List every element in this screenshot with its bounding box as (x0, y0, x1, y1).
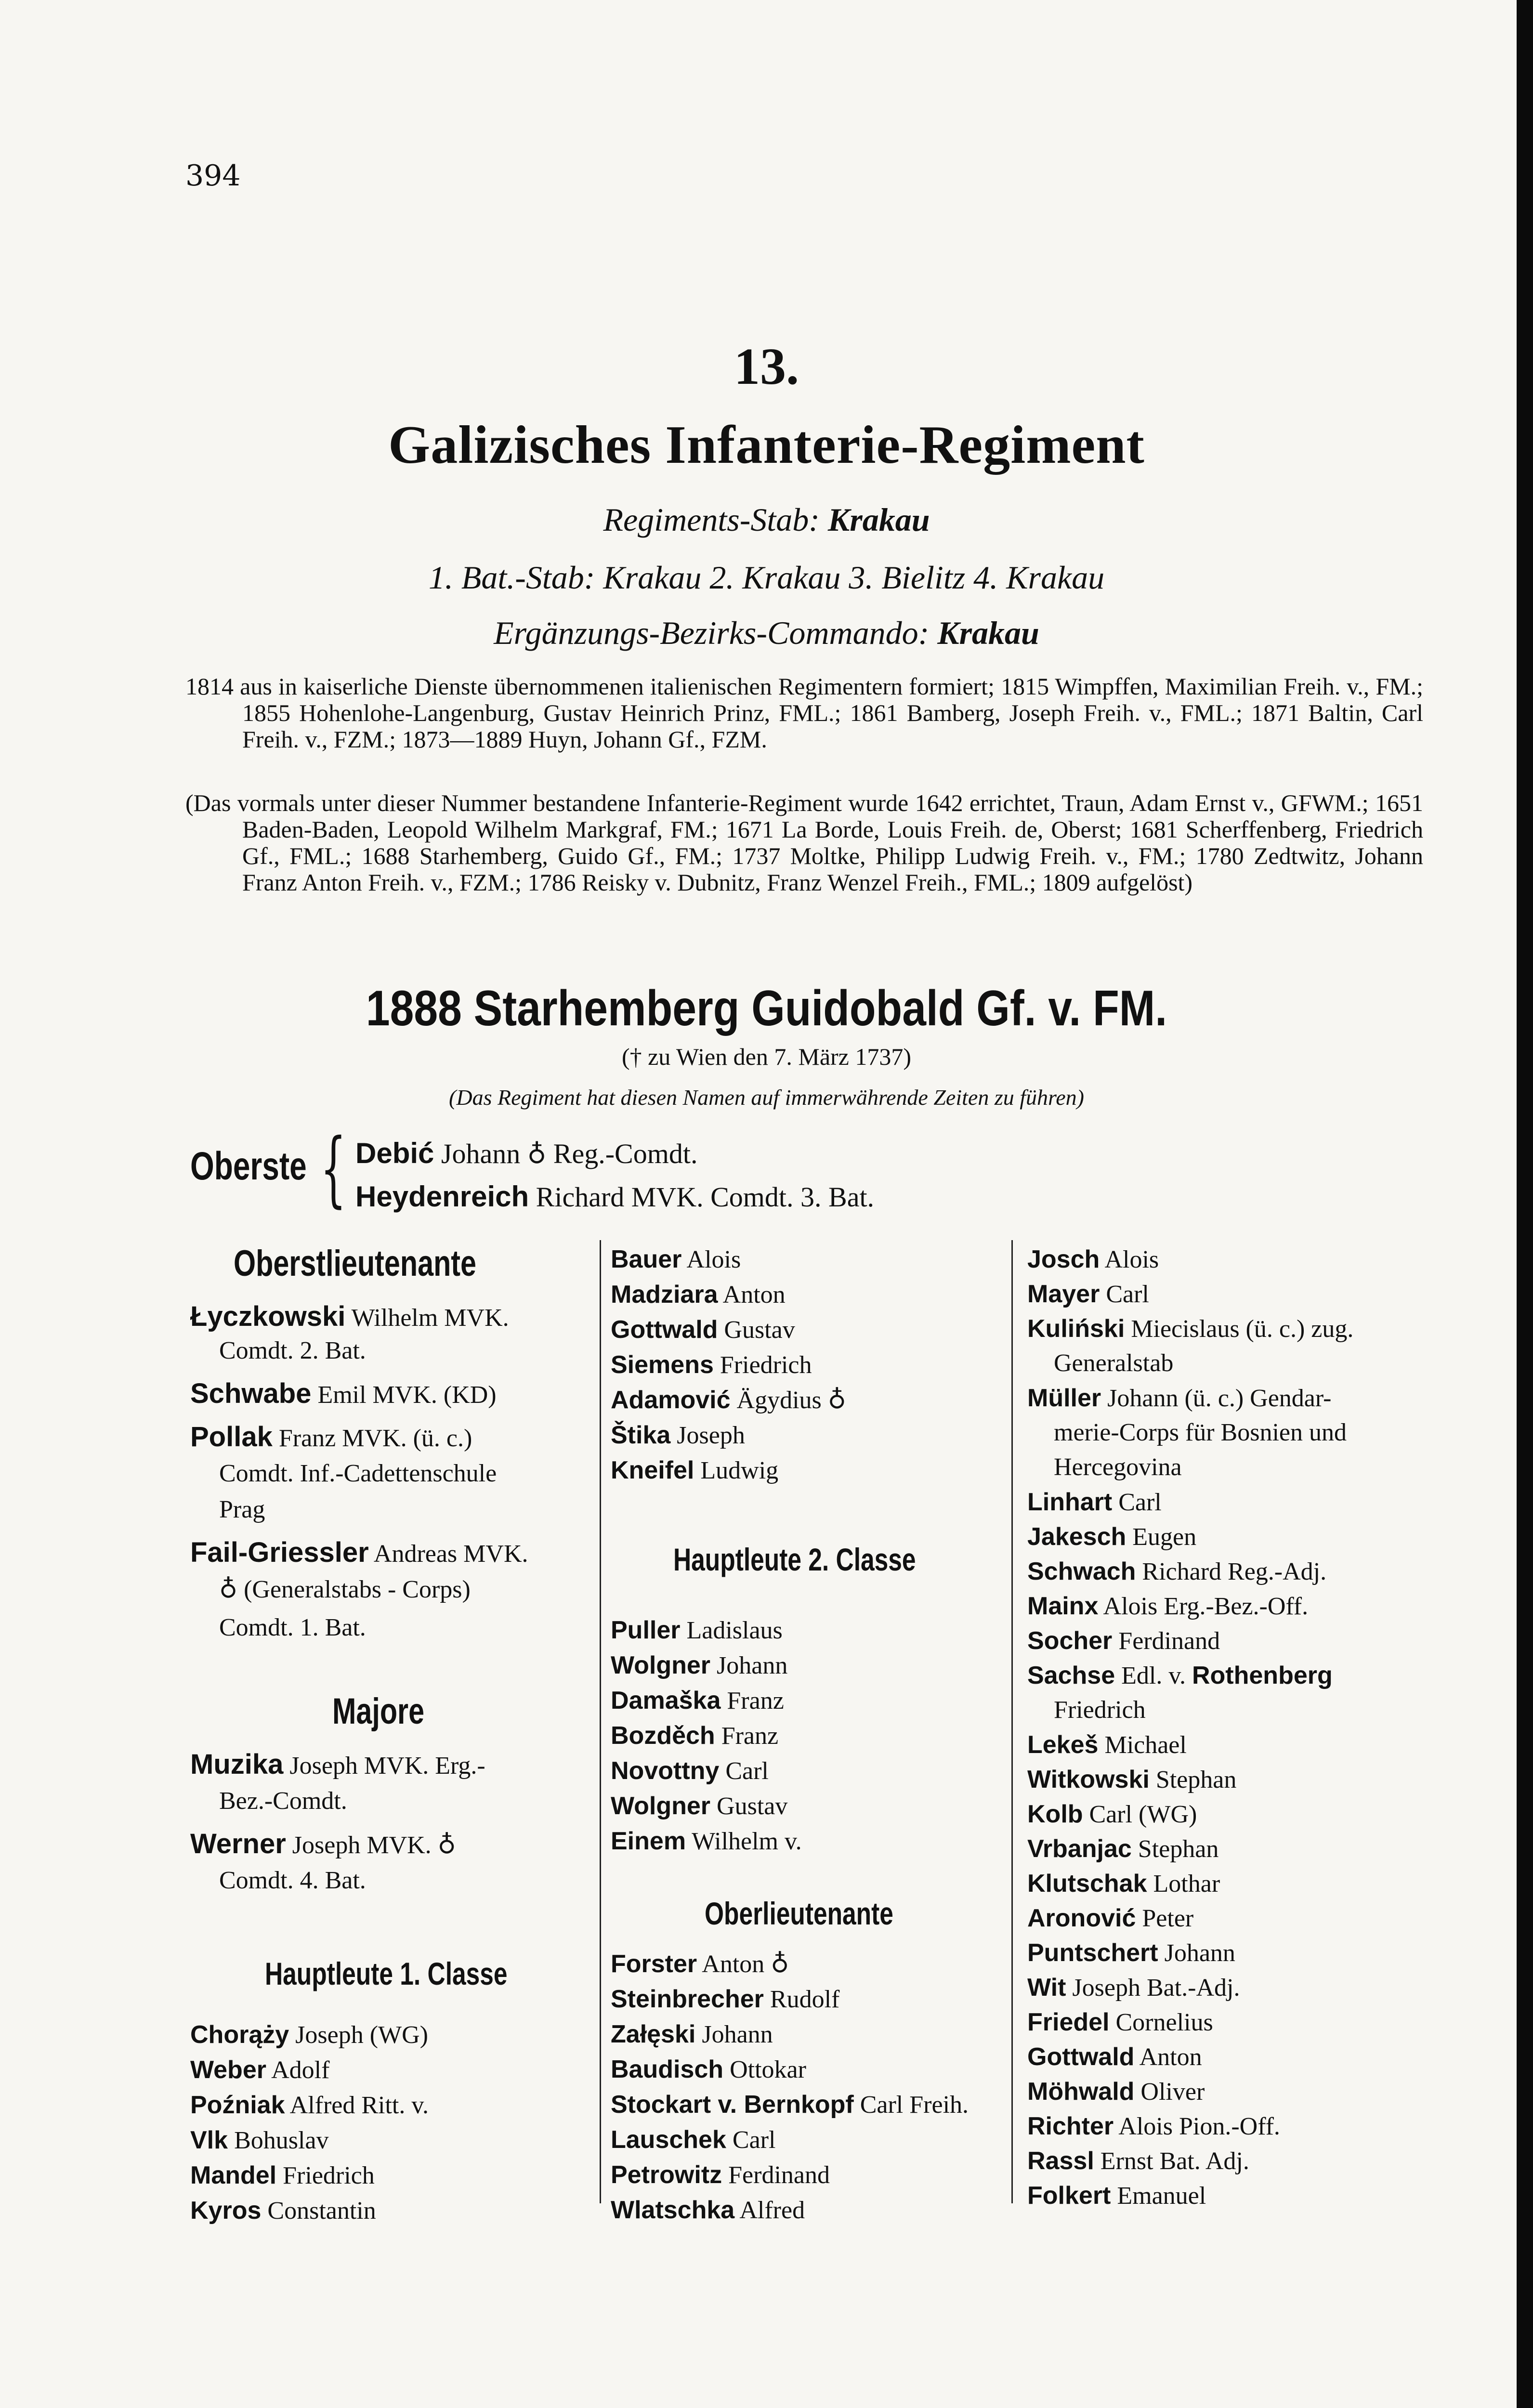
list-item-continuation: merie-Corps für Bosnien und (1054, 1419, 1347, 1446)
list-item: Socher Ferdinand (1027, 1627, 1220, 1655)
list-item: Madziara Anton (611, 1281, 786, 1309)
list-item: Puller Ladislaus (611, 1616, 783, 1644)
list-item: Damaška Franz (611, 1687, 784, 1714)
section-heading: Oberstlieutenante (234, 1243, 477, 1284)
regiment-number: 13. (734, 338, 799, 395)
list-item-continuation: Comdt. 4. Bat. (219, 1867, 366, 1894)
section-heading: Hauptleute 1. Classe (265, 1956, 508, 1991)
list-item: Müller Johann (ü. c.) Gendar- (1027, 1384, 1332, 1412)
list-item: Sachse Edl. v. Rothenberg (1027, 1662, 1333, 1689)
list-item: Lekeš Michael (1027, 1731, 1187, 1759)
list-item: Mainx Alois Erg.-Bez.-Off. (1027, 1592, 1309, 1620)
list-item: Štika Joseph (611, 1421, 745, 1449)
regiment-title: Galizisches Infanterie-Regiment (388, 415, 1145, 475)
oberst-details: Richard MVK. Comdt. 3. Bat. (536, 1181, 875, 1213)
list-item: Lauschek Carl (611, 2126, 776, 2154)
oberste-label: Oberste (190, 1144, 307, 1188)
list-item: Wolgner Johann (611, 1651, 788, 1679)
list-item: Wit Joseph Bat.-Adj. (1027, 1974, 1240, 2002)
brace-icon: { (320, 1121, 347, 1217)
list-item-continuation: Friedrich (1054, 1696, 1146, 1724)
history-paragraph-1: 1814 aus in kaiserliche Dienste übernommenen italienischen Regimentern formiert; 1815 Wimpffen, Maximilian Freih. v., FM.; 1855 Hohenlohe-Langenburg, Gustav Heinrich Prinz, FML.; 1861 Bamberg, Joseph Freih. v., FML.; 1871 Baltin, Carl Freih. v., FZM.; 1873—1889 Huyn, Johann Gf., FZM. (185, 673, 1423, 753)
oberst-name: Debić (355, 1137, 434, 1169)
district-label: Ergänzungs-Bezirks-Commando: (494, 615, 930, 651)
list-item: Pollak Franz MVK. (ü. c.) (190, 1421, 472, 1453)
list-item: Stockart v. Bernkopf Carl Freih. (611, 2091, 969, 2119)
list-item: Baudisch Ottokar (611, 2055, 806, 2083)
list-item-continuation: Comdt. Inf.-Cadettenschule (219, 1460, 497, 1487)
list-item: Kneifel Ludwig (611, 1456, 779, 1484)
list-item: Friedel Cornelius (1027, 2008, 1213, 2036)
list-item-continuation: Prag (219, 1496, 265, 1523)
list-item: Rassl Ernst Bat. Adj. (1027, 2147, 1249, 2175)
list-item: Mandel Friedrich (190, 2161, 375, 2189)
section-heading: Majore (332, 1691, 425, 1732)
staff-place: Krakau (827, 501, 930, 538)
list-item: Vlk Bohuslav (190, 2126, 329, 2154)
column-divider (1011, 1240, 1013, 2203)
list-item: Załęski Johann (611, 2020, 773, 2048)
list-item: Puntschert Johann (1027, 1939, 1235, 1967)
list-item: Schwach Richard Reg.-Adj. (1027, 1557, 1327, 1585)
list-item: Kyros Constantin (190, 2197, 376, 2225)
column-3 (1027, 0, 1422, 2408)
oberst-name: Heydenreich (355, 1180, 529, 1213)
staff-label: Regiments-Stab: (603, 501, 820, 538)
death-note: († zu Wien den 7. März 1737) (621, 1043, 912, 1070)
regiment-motto: (Das Regiment hat diesen Namen auf immerwährende Zeiten zu führen) (449, 1085, 1084, 1110)
list-item: Bauer Alois (611, 1245, 741, 1273)
list-item: Forster Anton ♁ (611, 1950, 789, 1978)
list-item: Adamović Ägydius ♁ (611, 1386, 846, 1414)
list-item: Gottwald Anton (1027, 2043, 1202, 2071)
list-item: Petrowitz Ferdinand (611, 2161, 830, 2189)
column-1 (190, 0, 585, 2408)
list-item: Folkert Emanuel (1027, 2182, 1206, 2210)
battalions-line: 1. Bat.-Stab: Krakau 2. Krakau 3. Bielitz 4. Krakau (428, 559, 1105, 596)
list-item: Witkowski Stephan (1027, 1766, 1237, 1793)
list-item: Jakesch Eugen (1027, 1523, 1197, 1551)
list-item-continuation: Comdt. 1. Bat. (219, 1614, 366, 1641)
list-item: Łyczkowski Wilhelm MVK. (190, 1301, 509, 1332)
list-item: Weber Adolf (190, 2056, 330, 2084)
list-item: Kolb Carl (WG) (1027, 1800, 1197, 1828)
oberst-role: Reg.-Comdt. (553, 1138, 698, 1169)
list-item: Siemens Friedrich (611, 1351, 812, 1379)
list-item: Wlatschka Alfred (611, 2196, 805, 2224)
list-item: Mayer Carl (1027, 1280, 1149, 1308)
column-2 (611, 0, 1001, 2408)
list-item: Schwabe Emil MVK. (KD) (190, 1378, 497, 1409)
list-item-continuation: Hercegovina (1054, 1453, 1182, 1481)
list-item-continuation: Comdt. 2. Bat. (219, 1337, 366, 1364)
history-paragraph-2: (Das vormals unter dieser Nummer bestandene Infanterie-Regiment wurde 1642 errichtet, Traun, Adam Ernst v., GFWM.; 1651 Baden-Baden, Leopold Wilhelm Markgraf, FM.; 1671 La Borde, Louis Freih. de, Oberst; 1681 Scherffenberg, Friedrich Gf., FML.; 1688 Starhemberg, Guido Gf., FM.; 1737 Moltke, Philipp Ludwig Freih. v., FM.; 1780 Zedtwitz, Johann Franz Anton Freih. v., FZM.; 1786 Reisky v. Dubnitz, Franz Wenzel Freih., FML.; 1809 aufgelöst) (185, 789, 1423, 896)
section-heading: Oberlieutenante (705, 1896, 893, 1931)
list-item: Einem Wilhelm v. (611, 1827, 802, 1855)
honorary-colonel: 1888 Starhemberg Guidobald Gf. v. FM. (366, 981, 1167, 1036)
order-icon: ♁ (527, 1139, 547, 1169)
list-item-continuation: Bez.-Comdt. (219, 1787, 347, 1815)
list-item: Werner Joseph MVK. ♁ (190, 1828, 456, 1859)
list-item: Kuliński Miecislaus (ü. c.) zug. (1027, 1315, 1354, 1343)
list-item: Richter Alois Pion.-Off. (1027, 2112, 1280, 2140)
list-item: Gottwald Gustav (611, 1316, 795, 1344)
list-item: Josch Alois (1027, 1245, 1159, 1273)
list-item: Vrbanjac Stephan (1027, 1835, 1219, 1863)
list-item: Aronović Peter (1027, 1904, 1194, 1932)
page-number: 394 (185, 159, 241, 193)
list-item: Wolgner Gustav (611, 1792, 788, 1820)
list-item: Linhart Carl (1027, 1488, 1162, 1516)
list-item: Poźniak Alfred Ritt. v. (190, 2091, 429, 2119)
district-place: Krakau (937, 615, 1039, 651)
list-item-continuation: ♁ (Generalstabs - Corps) (219, 1576, 471, 1603)
list-item-continuation: Generalstab (1054, 1349, 1174, 1377)
list-item: Muzika Joseph MVK. Erg.- (190, 1749, 485, 1780)
section-heading: Hauptleute 2. Classe (673, 1542, 916, 1577)
list-item: Fail-Griessler Andreas MVK. (190, 1537, 528, 1568)
column-divider (600, 1240, 601, 2203)
list-item: Novottny Carl (611, 1757, 769, 1785)
list-item: Klutschak Lothar (1027, 1870, 1220, 1898)
list-item: Möhwald Oliver (1027, 2078, 1205, 2106)
list-item: Bozděch Franz (611, 1722, 779, 1750)
oberst-firstname: Johann (441, 1138, 521, 1169)
list-item: Chorąży Joseph (WG) (190, 2021, 428, 2049)
list-item: Steinbrecher Rudolf (611, 1985, 840, 2013)
